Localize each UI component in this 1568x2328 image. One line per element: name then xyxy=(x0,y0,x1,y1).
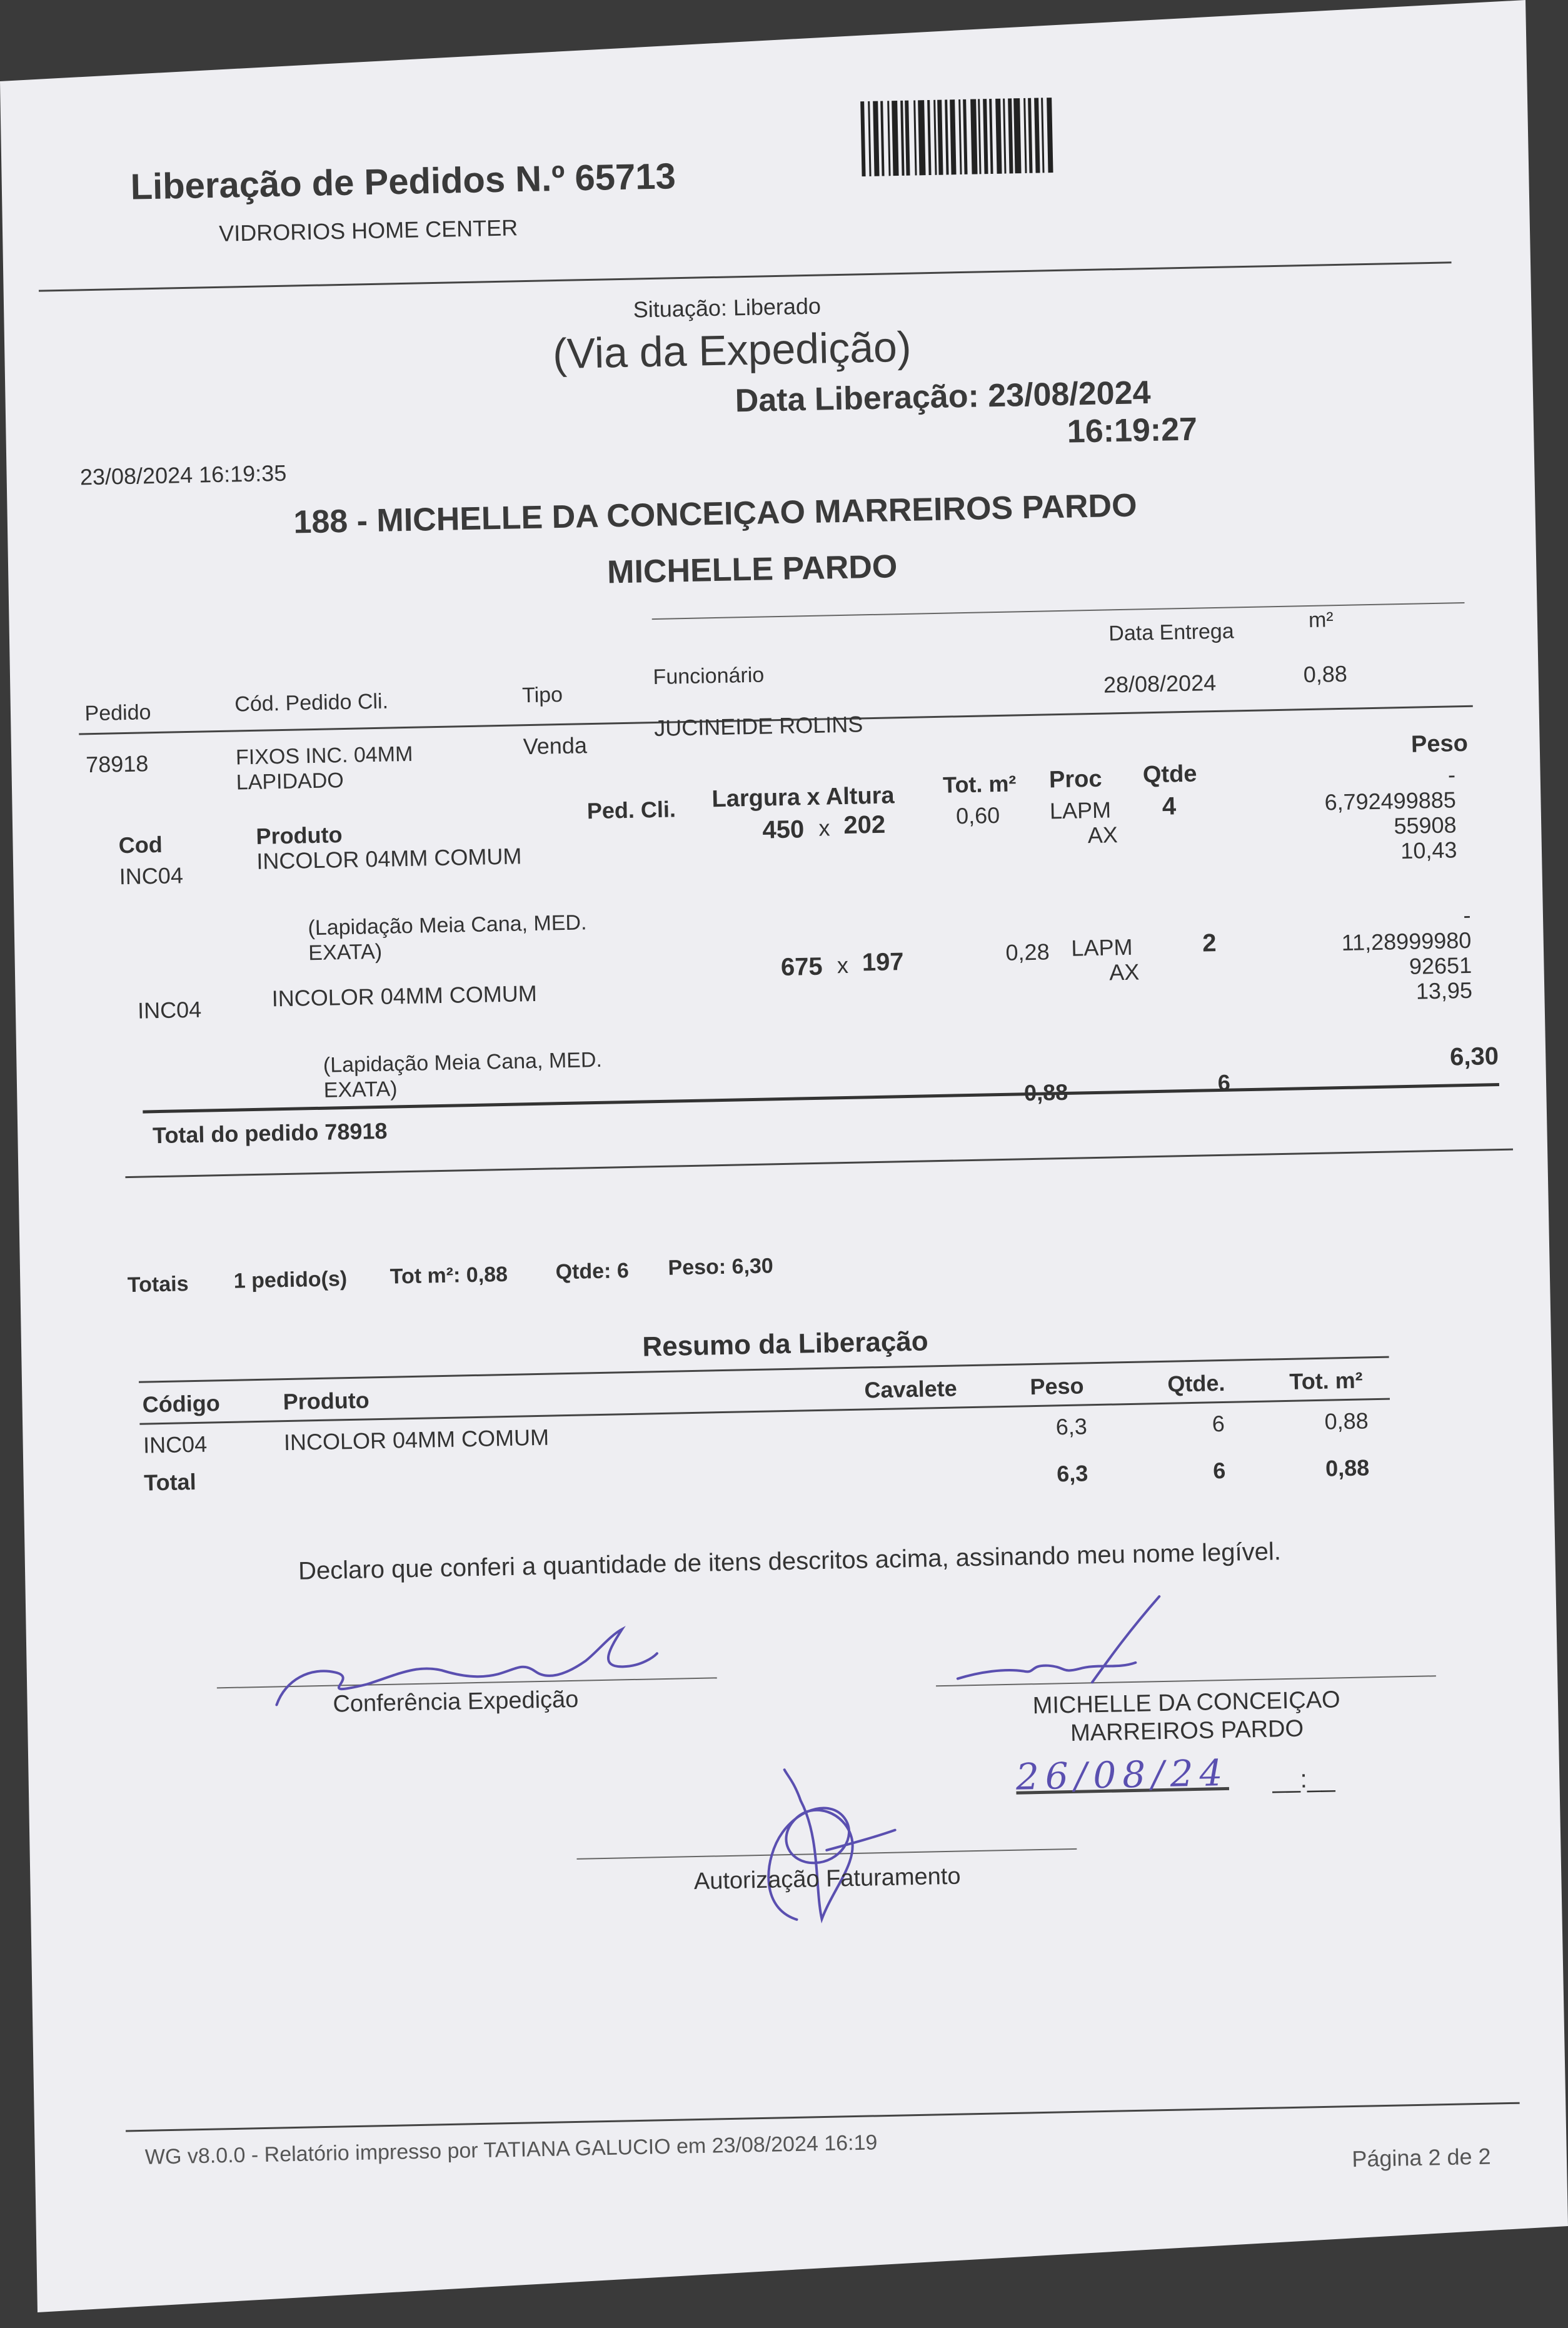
item-x: x xyxy=(818,815,830,841)
summary-col-cavalete: Cavalete xyxy=(864,1375,958,1403)
item-cod: INC04 xyxy=(137,996,202,1024)
summary-row-codigo: INC04 xyxy=(143,1431,208,1458)
summary-row-tot-m2: 0,88 xyxy=(1324,1408,1369,1434)
totals-peso: Peso: 6,30 xyxy=(668,1254,774,1280)
order-total-qtde: 6 xyxy=(1217,1069,1231,1096)
order-funcionario: JUCINEIDE ROLINS xyxy=(653,711,863,742)
item-peso-line2: 6,792499885 xyxy=(1324,787,1457,815)
item-proc-line2: AX xyxy=(1108,959,1140,985)
summary-total-qtde: 6 xyxy=(1212,1457,1226,1484)
item-note-line2: EXATA) xyxy=(308,939,383,965)
company-name: VIDRORIOS HOME CENTER xyxy=(218,214,518,246)
item-note-line1: (Lapidação Meia Cana, MED. xyxy=(308,910,587,940)
declaration-text: Declaro que conferi a quantidade de itens descritos acima, assinando meu nome legível. xyxy=(298,1538,1282,1585)
order-cod-cli-line2: LAPIDADO xyxy=(236,768,344,795)
item-peso-line1: - xyxy=(1463,902,1471,929)
summary-col-qtde: Qtde. xyxy=(1167,1369,1225,1397)
order-pedido: 78918 xyxy=(85,750,149,778)
summary-col-codigo: Código xyxy=(142,1390,221,1418)
status-text: Situação: Liberado xyxy=(633,293,822,323)
item-qtde-header: Qtde xyxy=(1142,760,1197,789)
item-produto: INCOLOR 04MM COMUM xyxy=(256,843,522,874)
summary-col-tot-m2: Tot. m² xyxy=(1289,1367,1364,1394)
handwritten-date: 26/08/24 xyxy=(1015,1751,1230,1798)
totals-pedidos: 1 pedido(s) xyxy=(233,1267,348,1293)
client-signature-name-line1: MICHELLE DA CONCEIÇAO xyxy=(1032,1686,1341,1720)
item-proc-line2: AX xyxy=(1087,822,1118,849)
via-label: (Via da Expedição) xyxy=(552,323,912,378)
footer-rule xyxy=(126,2102,1520,2132)
item-cod-header: Cod xyxy=(118,831,163,859)
faturamento-signature xyxy=(750,1761,903,1933)
item-peso-line4: 13,95 xyxy=(1415,977,1473,1004)
totals-m2: Tot m²: 0,88 xyxy=(389,1262,508,1289)
item-peso-line2: 11,28999980 xyxy=(1341,927,1472,956)
faturamento-label: Autorização Faturamento xyxy=(693,1863,961,1895)
release-date: Data Liberação: 23/08/2024 xyxy=(735,374,1152,420)
item-proc-line1: LAPM xyxy=(1049,797,1112,824)
totals-label: Totais xyxy=(127,1272,189,1298)
summary-row-qtde: 6 xyxy=(1212,1410,1225,1437)
item-altura: 202 xyxy=(843,810,886,839)
item-proc-line1: LAPM xyxy=(1071,934,1133,961)
client-signature xyxy=(953,1593,1205,1691)
header-divider xyxy=(39,261,1452,291)
item-largura: 675 xyxy=(780,952,823,982)
order-total-m2: 0,88 xyxy=(1023,1079,1068,1106)
order-block-bottom-rule xyxy=(125,1149,1513,1179)
item-altura: 197 xyxy=(862,948,904,977)
item-cod: INC04 xyxy=(119,862,184,890)
footer-print-info: WG v8.0.0 - Relatório impresso por TATIANA GALUCIO em 23/08/2024 16:19 xyxy=(144,2130,878,2169)
item-qtde: 2 xyxy=(1202,929,1217,957)
col-cod-cli-header: Cód. Pedido Cli. xyxy=(234,689,389,717)
order-total-peso: 6,30 xyxy=(1449,1042,1499,1071)
summary-title: Resumo da Liberação xyxy=(641,1326,929,1363)
item-tot-m2: 0,28 xyxy=(1005,939,1050,965)
order-cod-cli-line1: FIXOS INC. 04MM xyxy=(235,742,413,770)
order-data-entrega: 28/08/2024 xyxy=(1103,669,1217,698)
item-peso-header: Peso xyxy=(1410,730,1469,758)
order-total-label: Total do pedido 78918 xyxy=(152,1117,388,1149)
summary-total-tot-m2: 0,88 xyxy=(1325,1454,1370,1481)
client-signature-name-line2: MARREIROS PARDO xyxy=(1070,1715,1304,1746)
summary-col-peso: Peso xyxy=(1030,1373,1084,1400)
item-qtde: 4 xyxy=(1162,792,1177,820)
order-header-top-rule xyxy=(652,602,1465,620)
conferencia-label: Conferência Expedição xyxy=(333,1686,579,1718)
item-produto: INCOLOR 04MM COMUM xyxy=(271,980,538,1012)
summary-total-label: Total xyxy=(143,1468,196,1496)
item-note-line2: EXATA) xyxy=(323,1077,398,1102)
item-tot-m2-header: Tot. m² xyxy=(942,770,1017,798)
item-tot-m2: 0,60 xyxy=(955,802,1000,829)
col-funcionario-header: Funcionário xyxy=(653,663,765,690)
page-number: Página 2 de 2 xyxy=(1351,2143,1491,2172)
item-largura: 450 xyxy=(762,815,805,844)
item-peso-line4: 10,43 xyxy=(1400,837,1457,864)
document-title: Liberação de Pedidos N.º 65713 xyxy=(130,156,676,208)
item-peso-line3: 92651 xyxy=(1409,952,1472,979)
print-timestamp: 23/08/2024 16:19:35 xyxy=(79,460,287,490)
barcode xyxy=(860,96,1105,176)
time-blank: __:__ xyxy=(1272,1765,1335,1794)
order-m2: 0,88 xyxy=(1303,660,1348,688)
release-time: 16:19:27 xyxy=(1067,411,1198,450)
item-proc-header: Proc xyxy=(1048,765,1102,794)
client-name: 188 - MICHELLE DA CONCEIÇAO MARREIROS PARDO xyxy=(293,487,1138,541)
order-tipo: Venda xyxy=(523,732,588,760)
item-x: x xyxy=(837,952,849,979)
item-peso-line1: - xyxy=(1447,762,1456,788)
col-m2-header: m² xyxy=(1308,608,1334,632)
item-peso-line3: 55908 xyxy=(1394,812,1457,839)
totals-qtde: Qtde: 6 xyxy=(555,1259,630,1284)
col-pedido-header: Pedido xyxy=(84,700,151,726)
client-short-name: MICHELLE PARDO xyxy=(606,548,898,591)
col-tipo-header: Tipo xyxy=(521,682,563,708)
summary-total-peso: 6,3 xyxy=(1056,1460,1088,1487)
item-note-line1: (Lapidação Meia Cana, MED. xyxy=(323,1047,603,1077)
item-largura-altura-header: Largura x Altura xyxy=(711,782,895,813)
summary-col-produto: Produto xyxy=(283,1387,370,1415)
col-data-entrega-header: Data Entrega xyxy=(1108,619,1235,646)
item-ped-cli-header: Ped. Cli. xyxy=(586,796,676,824)
conferencia-signature xyxy=(272,1622,661,1711)
summary-row-produto: INCOLOR 04MM COMUM xyxy=(283,1424,550,1456)
summary-row-peso: 6,3 xyxy=(1055,1413,1088,1440)
item-produto-header: Produto xyxy=(256,822,343,849)
